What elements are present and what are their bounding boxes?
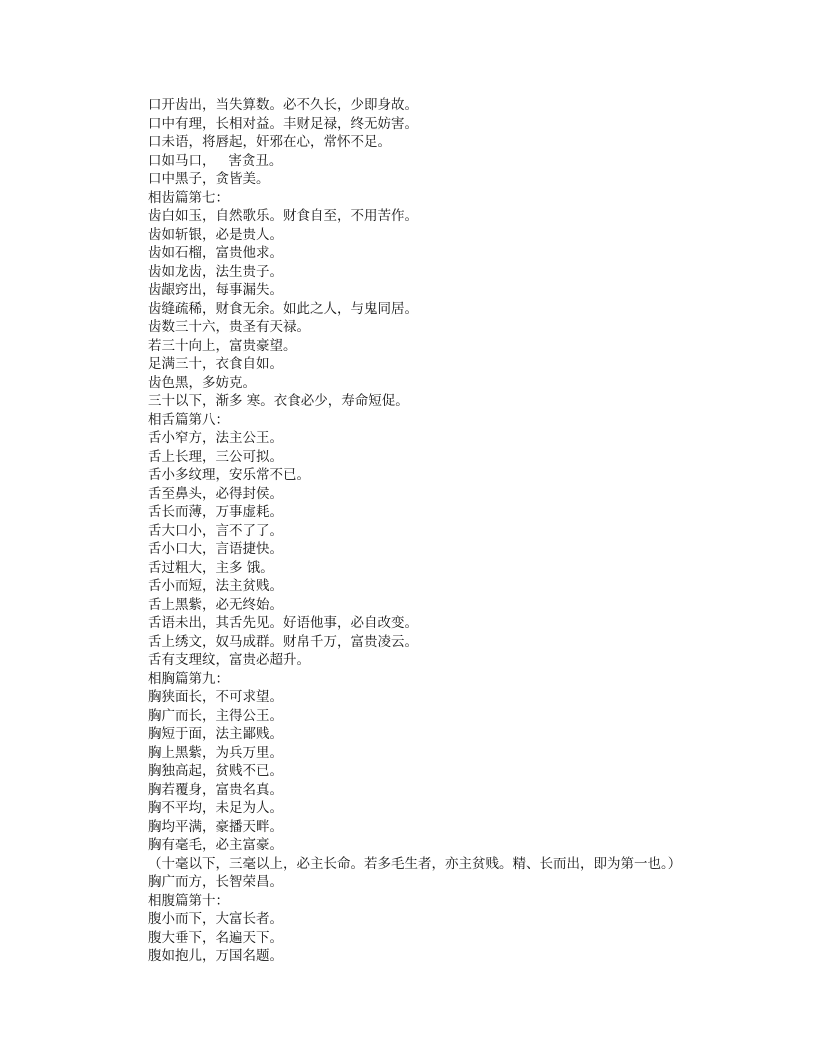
text-line: 口中黑子，贪皆美。 — [148, 171, 270, 187]
text-line: 舌语未出，其舌先见。好语他事，必自改变。 — [148, 615, 418, 631]
text-line: 三十以下，渐多 寒。衣食必少，寿命短促。 — [148, 393, 409, 409]
text-line: 舌小窄方，法主公王。 — [148, 430, 283, 446]
text-line: 胸广而长，主得公王。 — [148, 707, 283, 724]
text-line: 口如马口， 害贪丑。 — [148, 152, 283, 169]
text-line: 相胸篇第九： — [148, 670, 229, 687]
text-line: 口中有理，长相对益。丰财足禄，终无妨害。 — [148, 115, 418, 132]
text-line: 胸狭面长，不可求望。 — [148, 689, 283, 705]
text-line: 腹小而下，大富长者。 — [148, 911, 283, 927]
text-line: 腹如抱儿，万国名题。 — [148, 948, 283, 964]
text-line: 齿白如玉，自然歌乐。财食自至，不用苦作。 — [148, 208, 418, 224]
text-line: 相齿篇第七： — [148, 189, 229, 206]
text-line: 口未语，将唇起，奸邪在心，常怀不足。 — [148, 134, 391, 150]
text-line: 腹大垂下，名遍天下。 — [148, 929, 283, 946]
text-line: 胸不平均，未足为人。 — [148, 800, 283, 816]
text-line: 齿龈窍出，每事漏失。 — [148, 282, 283, 298]
text-line: 相腹篇第十： — [148, 892, 229, 909]
text-line: 齿如斩银，必是贵人。 — [148, 226, 283, 243]
text-line: 若三十向上，富贵豪望。 — [148, 337, 297, 354]
text-line: 齿如石榴，富贵他求。 — [148, 245, 283, 261]
text-line: 胸独高起，贫贱不已。 — [148, 763, 283, 779]
text-line: 舌上黑紫，必无终始。 — [148, 596, 283, 613]
text-line: 齿色黑，多妨克。 — [148, 374, 256, 391]
text-line: 胸有毫毛，必主富豪。 — [148, 837, 283, 853]
text-line: 胸若覆身，富贵名真。 — [148, 781, 283, 798]
text-line: 舌过粗大，主多 饿。 — [148, 559, 274, 576]
text-line: 胸均平满，豪播天畔。 — [148, 818, 283, 835]
text-line: 胸广而方，长智荣昌。 — [148, 874, 283, 890]
text-line: 舌大口小，言不了了。 — [148, 522, 283, 539]
text-line: （十毫以下，三毫以上，必主长命。若多毛生者，亦主贫贱。精、长而出，即为第一也。） — [148, 855, 682, 872]
text-line: 足满三十，衣食自如。 — [148, 356, 283, 372]
text-line: 齿数三十六，贵圣有天禄。 — [148, 319, 310, 335]
text-line: 舌长而薄，万事虚耗。 — [148, 504, 283, 520]
text-line: 舌上长理，三公可拟。 — [148, 448, 283, 465]
text-line: 齿如龙齿，法生贵子。 — [148, 263, 283, 280]
text-line: 齿缝疏稀，财食无余。如此之人，与鬼同居。 — [148, 300, 418, 317]
text-line: 舌小而短，法主贫贱。 — [148, 578, 283, 594]
text-line: 舌小口大，言语捷快。 — [148, 541, 283, 557]
text-line: 胸短于面，法主鄙贱。 — [148, 726, 283, 742]
text-line: 舌至鼻头，必得封侯。 — [148, 485, 283, 502]
text-line: 舌有支理纹，富贵必超升。 — [148, 652, 310, 668]
text-line: 舌小多纹理，安乐常不已。 — [148, 467, 310, 483]
text-line: 口开齿出，当失算数。必不久长，少即身故。 — [148, 97, 418, 113]
text-line: 胸上黑紫，为兵万里。 — [148, 744, 283, 761]
text-line: 相舌篇第八： — [148, 411, 229, 428]
document-body — [148, 96, 788, 966]
text-line: 舌上绣文，奴马成群。财帛千万，富贵凌云。 — [148, 633, 418, 650]
